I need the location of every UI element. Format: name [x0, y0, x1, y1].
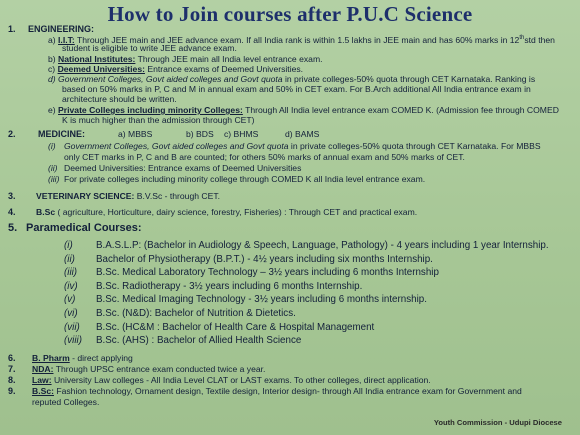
paramedical-item: Bachelor of Physiotherapy (B.P.T.) - 4½ years including six months Internship.	[96, 253, 433, 265]
paramedical-item-label: (iii)	[64, 267, 78, 279]
item-text: Through UPSC entrance exam conducted twice a year.	[53, 364, 266, 374]
medicine-bhms: c) BHMS	[224, 129, 259, 139]
national-institutes-label: National Institutes:	[58, 54, 136, 64]
item-text: Fashion technology, Ornament design, Textile design, Interior design- through All India entrance exam for Government and	[53, 386, 522, 396]
paramedical-item-label: (iv)	[64, 280, 78, 292]
item-label: e)	[48, 105, 56, 115]
engineering-item-d-cont: based on 50% marks in P, C and M in annual exam and 50% in CET exam. For B.Arch additional All India entrance exam in	[62, 84, 531, 94]
item-label: c)	[48, 64, 56, 74]
nda	[32, 364, 265, 374]
page-title: How to Join courses after P.U.C Science	[107, 2, 473, 26]
section-number: 1.	[8, 24, 16, 34]
section-number: 3.	[8, 191, 16, 201]
item-text: Entrance exams of Deemed Universities.	[144, 64, 304, 74]
paramedical-item: B.Sc. (HC&M : Bachelor of Health Care & Hospital Management	[96, 321, 375, 333]
item-text: ( agriculture, Horticulture, dairy science, forestry, Fisheries) : Through CET and practical exam.	[55, 207, 418, 217]
section-heading-engineering: ENGINEERING:	[28, 24, 95, 34]
law	[32, 375, 431, 385]
section-number: 4.	[8, 207, 16, 217]
section-heading-paramedical: Paramedical Courses:	[26, 222, 142, 234]
medicine-bams: d) BAMS	[285, 129, 320, 139]
paramedical-item-label: (ii)	[64, 253, 75, 265]
section-number: 5.	[8, 222, 18, 234]
engineering-item-e-cont: K is much higher than the admission through CET)	[62, 115, 255, 125]
item-text: in private colleges-50% quota through CET Karnataka. For MBBS	[288, 141, 541, 151]
engineering-item-b	[48, 54, 323, 64]
footer-credit: Youth Commission - Udupi Diocese	[433, 418, 562, 427]
iit-label: I.I.T:	[58, 34, 75, 45]
item-text: B.V.Sc - through CET.	[134, 191, 221, 201]
item-text: in private colleges-50% quota through CET Karnataka. Ranking is	[282, 74, 536, 84]
paramedical-item-label: (viii)	[64, 335, 82, 347]
paramedical-item: B.Sc. Medical Imaging Technology - 3½ years including 6 months internship.	[96, 294, 427, 306]
section-heading-law: Law:	[32, 375, 52, 385]
superscript: th	[519, 35, 525, 41]
paramedical-item: B.Sc. Medical Laboratory Technology – 3½ years including 6 months Internship	[96, 267, 439, 279]
govt-colleges-text: Government Colleges, Govt aided colleges and Govt quota	[64, 141, 289, 151]
item-label: a)	[48, 34, 56, 45]
section-number: 9.	[8, 386, 16, 396]
paramedical-item: B.Sc. Radiotherapy - 3½ years including 6 months Internship.	[96, 280, 363, 292]
item-label: d)	[48, 74, 56, 84]
medicine-bds: b) BDS	[186, 129, 214, 139]
section-heading-medicine: MEDICINE:	[38, 129, 85, 139]
section-number: 8.	[8, 375, 16, 385]
section-heading-nda: NDA:	[32, 364, 54, 374]
engineering-item-a-cont: student is eligible to write JEE advance exam.	[62, 43, 237, 53]
engineering-item-d-cont: architecture should be written.	[62, 94, 177, 104]
medicine-item-iii-label: (iii)	[48, 174, 60, 184]
item-text: Through All India level entrance exam COMED K. (Admission fee through COMED	[242, 105, 559, 115]
paramedical-item: B.Sc. (AHS) : Bachelor of Allied Health Science	[96, 335, 302, 347]
medicine-item-i-label: (i)	[48, 141, 56, 151]
govt-colleges-text: Government Colleges, Govt aided colleges and Govt quota	[58, 74, 283, 84]
medicine-item-ii: Deemed Universities: Entrance exams of Deemed Universities	[64, 163, 302, 173]
item-text: University Law colleges - All India Level CLAT or LAST exams. To other colleges, direct application.	[51, 375, 431, 385]
section-number: 6.	[8, 353, 16, 363]
paramedical-item-label: (vii)	[64, 321, 80, 333]
section-heading-bpharm: B. Pharm	[32, 353, 70, 363]
medicine-item-i	[64, 141, 541, 151]
medicine-item-iii: For private colleges including minority college through COMED K all India level entrance exam.	[64, 174, 426, 184]
veterinary-science	[36, 191, 220, 201]
engineering-item-e	[48, 105, 559, 115]
section-number: 7.	[8, 364, 16, 374]
engineering-item-d	[48, 74, 535, 84]
item-text: std then	[524, 34, 555, 45]
engineering-item-c	[48, 64, 303, 74]
deemed-universities-label: Deemed Universities:	[57, 64, 145, 74]
medicine-item-ii-label: (ii)	[48, 163, 58, 173]
item-text: Through JEE main and JEE advance exam. If all India rank is within 1.5 lakhs in JEE main and has 60% marks in 12	[74, 34, 520, 45]
paramedical-item: B.Sc. (N&D): Bachelor of Nutrition & Dietetics.	[96, 308, 296, 319]
paramedical-item-label: (vi)	[64, 308, 78, 319]
bsc-agriculture	[36, 207, 417, 217]
section-number: 2.	[8, 129, 16, 139]
medicine-item-i-cont: only CET marks in P, C and B are counted; for others 50% marks of annual exam and 50% marks of CET.	[64, 152, 465, 162]
bsc-design	[32, 386, 522, 396]
bsc-design-cont: reputed Colleges.	[32, 397, 100, 407]
section-heading-bsc-design: B.Sc:	[32, 386, 54, 396]
section-heading-bsc: B.Sc	[36, 207, 56, 217]
item-text: - direct applying	[69, 353, 133, 363]
bpharm	[32, 353, 133, 363]
item-label: b)	[48, 54, 56, 64]
private-colleges-label: Private Colleges including minority Colleges:	[58, 105, 243, 115]
section-heading-veterinary: VETERINARY SCIENCE:	[36, 191, 135, 201]
paramedical-item-label: (v)	[64, 294, 76, 306]
paramedical-item-label: (i)	[64, 240, 73, 251]
medicine-mbbs: a) MBBS	[118, 129, 153, 139]
item-text: Through JEE main all India level entrance exam.	[135, 54, 323, 64]
paramedical-item: B.A.S.L.P: (Bachelor in Audiology & Speech, Language, Pathology) - 4 years including 1 year Internship.	[96, 240, 549, 251]
